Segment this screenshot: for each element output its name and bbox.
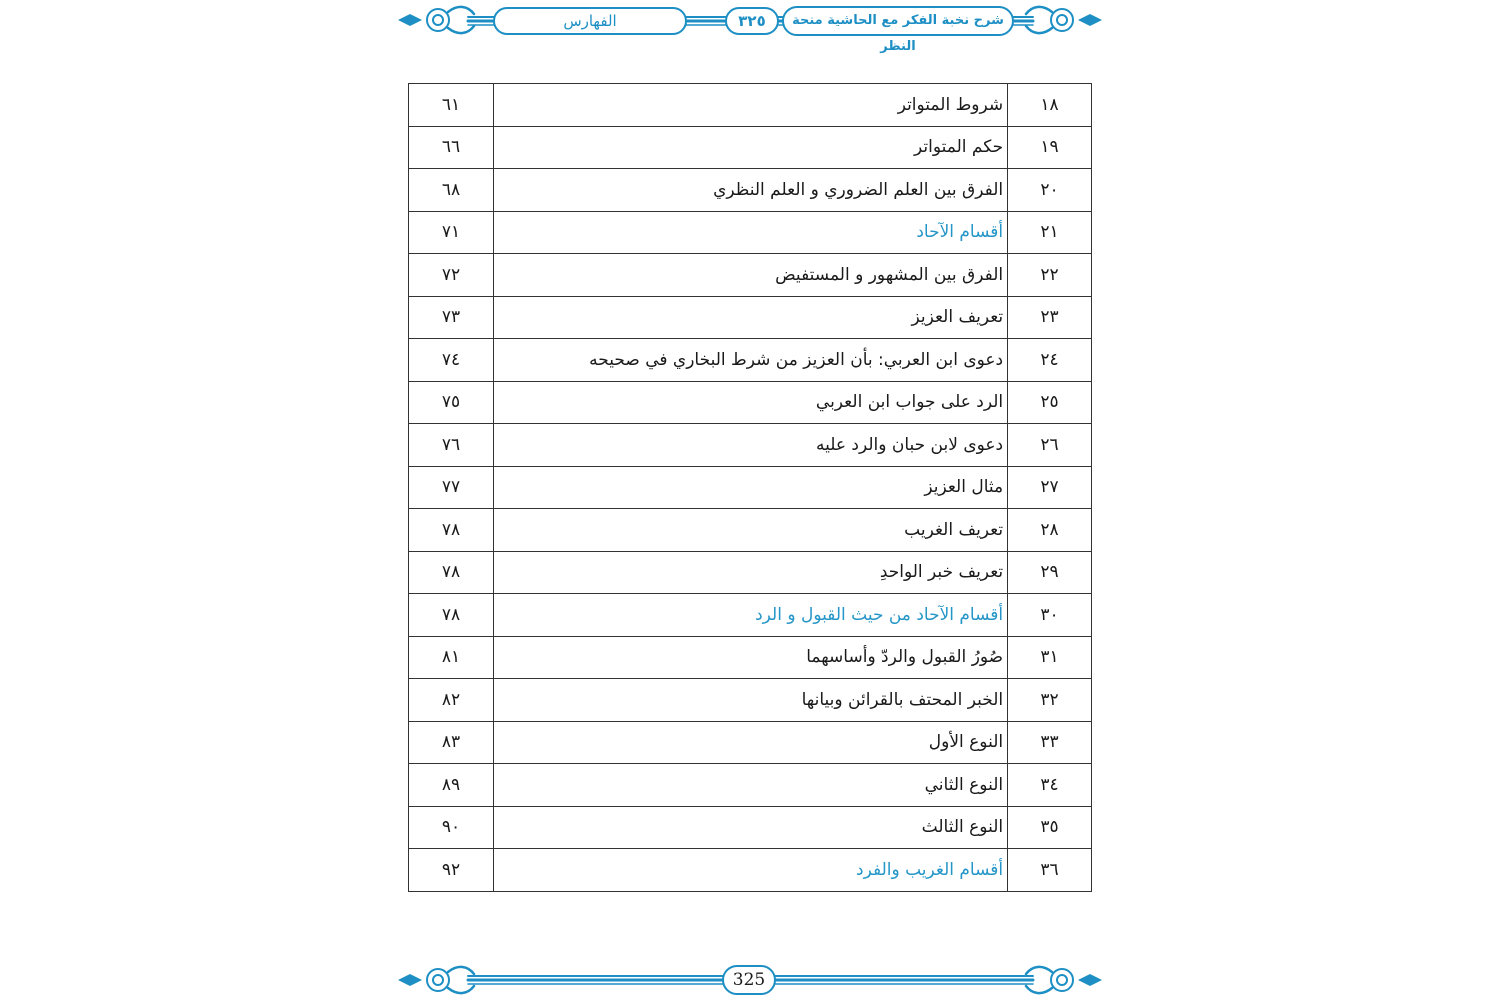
table-row — [409, 211, 1092, 254]
entry-title: شروط المتواتر — [493, 84, 1007, 127]
entry-title: تعريف الغريب — [493, 509, 1007, 552]
header-page-number: ٣٢٥ — [725, 7, 779, 35]
table-row — [409, 126, 1092, 169]
entry-number: ٢٨ — [1008, 509, 1092, 552]
entry-title: دعوى لابن حبان والرد عليه — [493, 424, 1007, 467]
entry-page: ٨٣ — [409, 721, 494, 764]
table-row — [409, 679, 1092, 722]
entry-number: ٢٣ — [1008, 296, 1092, 339]
entry-number: ٢١ — [1008, 211, 1092, 254]
entry-page: ٧٨ — [409, 594, 494, 637]
entry-number: ٢٢ — [1008, 254, 1092, 297]
table-row — [409, 296, 1092, 339]
entry-number: ١٩ — [1008, 126, 1092, 169]
entry-title: أقسام الآحاد من حيث القبول و الرد — [493, 594, 1007, 637]
table-row — [409, 339, 1092, 382]
entry-title: مثال العزيز — [493, 466, 1007, 509]
table-row — [409, 764, 1092, 807]
table-row — [409, 84, 1092, 127]
page-footer — [388, 960, 1112, 1000]
entry-number: ٣٤ — [1008, 764, 1092, 807]
entry-title: النوع الأول — [493, 721, 1007, 764]
book-title: شرح نخبة الفكر مع الحاشية منحة النظر — [782, 6, 1014, 36]
section-title: الفهارس — [493, 7, 687, 35]
entry-page: ٧٤ — [409, 339, 494, 382]
table-row — [409, 466, 1092, 509]
entry-page: ٧٥ — [409, 381, 494, 424]
entry-title: أقسام الآحاد — [493, 211, 1007, 254]
entry-number: ٣٠ — [1008, 594, 1092, 637]
entry-page: ٧٢ — [409, 254, 494, 297]
index-table — [408, 83, 1092, 892]
entry-page: ٨١ — [409, 636, 494, 679]
entry-number: ٢٤ — [1008, 339, 1092, 382]
table-row — [409, 424, 1092, 467]
entry-title: الفرق بين المشهور و المستفيض — [493, 254, 1007, 297]
table-row — [409, 381, 1092, 424]
table-row — [409, 551, 1092, 594]
entry-page: ٦٨ — [409, 169, 494, 212]
entry-page: ٩٢ — [409, 849, 494, 892]
entry-page: ٧٧ — [409, 466, 494, 509]
entry-page: ٩٠ — [409, 806, 494, 849]
footer-page-number: 325 — [722, 965, 776, 995]
table-row — [409, 636, 1092, 679]
entry-page: ٦١ — [409, 84, 494, 127]
entry-title: صُورُ القبول والردّ وأساسهما — [493, 636, 1007, 679]
table-row — [409, 254, 1092, 297]
entry-title: النوع الثاني — [493, 764, 1007, 807]
entry-page: ٧٨ — [409, 551, 494, 594]
table-row — [409, 594, 1092, 637]
entry-number: ٢٧ — [1008, 466, 1092, 509]
entry-title: النوع الثالث — [493, 806, 1007, 849]
entry-number: ٣٦ — [1008, 849, 1092, 892]
entry-title: دعوى ابن العربي: بأن العزيز من شرط البخاري في صحيحه — [493, 339, 1007, 382]
entry-number: ٢٠ — [1008, 169, 1092, 212]
entry-title: الخبر المحتف بالقرائن وبيانها — [493, 679, 1007, 722]
entry-page: ٧٨ — [409, 509, 494, 552]
entry-title: حكم المتواتر — [493, 126, 1007, 169]
entry-page: ٨٢ — [409, 679, 494, 722]
entry-title: الرد على جواب ابن العربي — [493, 381, 1007, 424]
entry-title: تعريف العزيز — [493, 296, 1007, 339]
entry-page: ٨٩ — [409, 764, 494, 807]
entry-number: ٣١ — [1008, 636, 1092, 679]
table-row — [409, 169, 1092, 212]
table-row — [409, 849, 1092, 892]
entry-number: ٢٦ — [1008, 424, 1092, 467]
entry-number: ٣٥ — [1008, 806, 1092, 849]
entry-title: أقسام الغريب والفرد — [493, 849, 1007, 892]
entry-number: ٢٩ — [1008, 551, 1092, 594]
entry-title: الفرق بين العلم الضروري و العلم النظري — [493, 169, 1007, 212]
entry-number: ٢٥ — [1008, 381, 1092, 424]
entry-page: ٧١ — [409, 211, 494, 254]
entry-number: ١٨ — [1008, 84, 1092, 127]
entry-page: ٧٦ — [409, 424, 494, 467]
table-row — [409, 721, 1092, 764]
page-header — [388, 0, 1112, 54]
entry-page: ٦٦ — [409, 126, 494, 169]
entry-page: ٧٣ — [409, 296, 494, 339]
table-row — [409, 806, 1092, 849]
entry-number: ٣٣ — [1008, 721, 1092, 764]
entry-number: ٣٢ — [1008, 679, 1092, 722]
table-row — [409, 509, 1092, 552]
entry-title: تعريف خبر الواحدِ — [493, 551, 1007, 594]
